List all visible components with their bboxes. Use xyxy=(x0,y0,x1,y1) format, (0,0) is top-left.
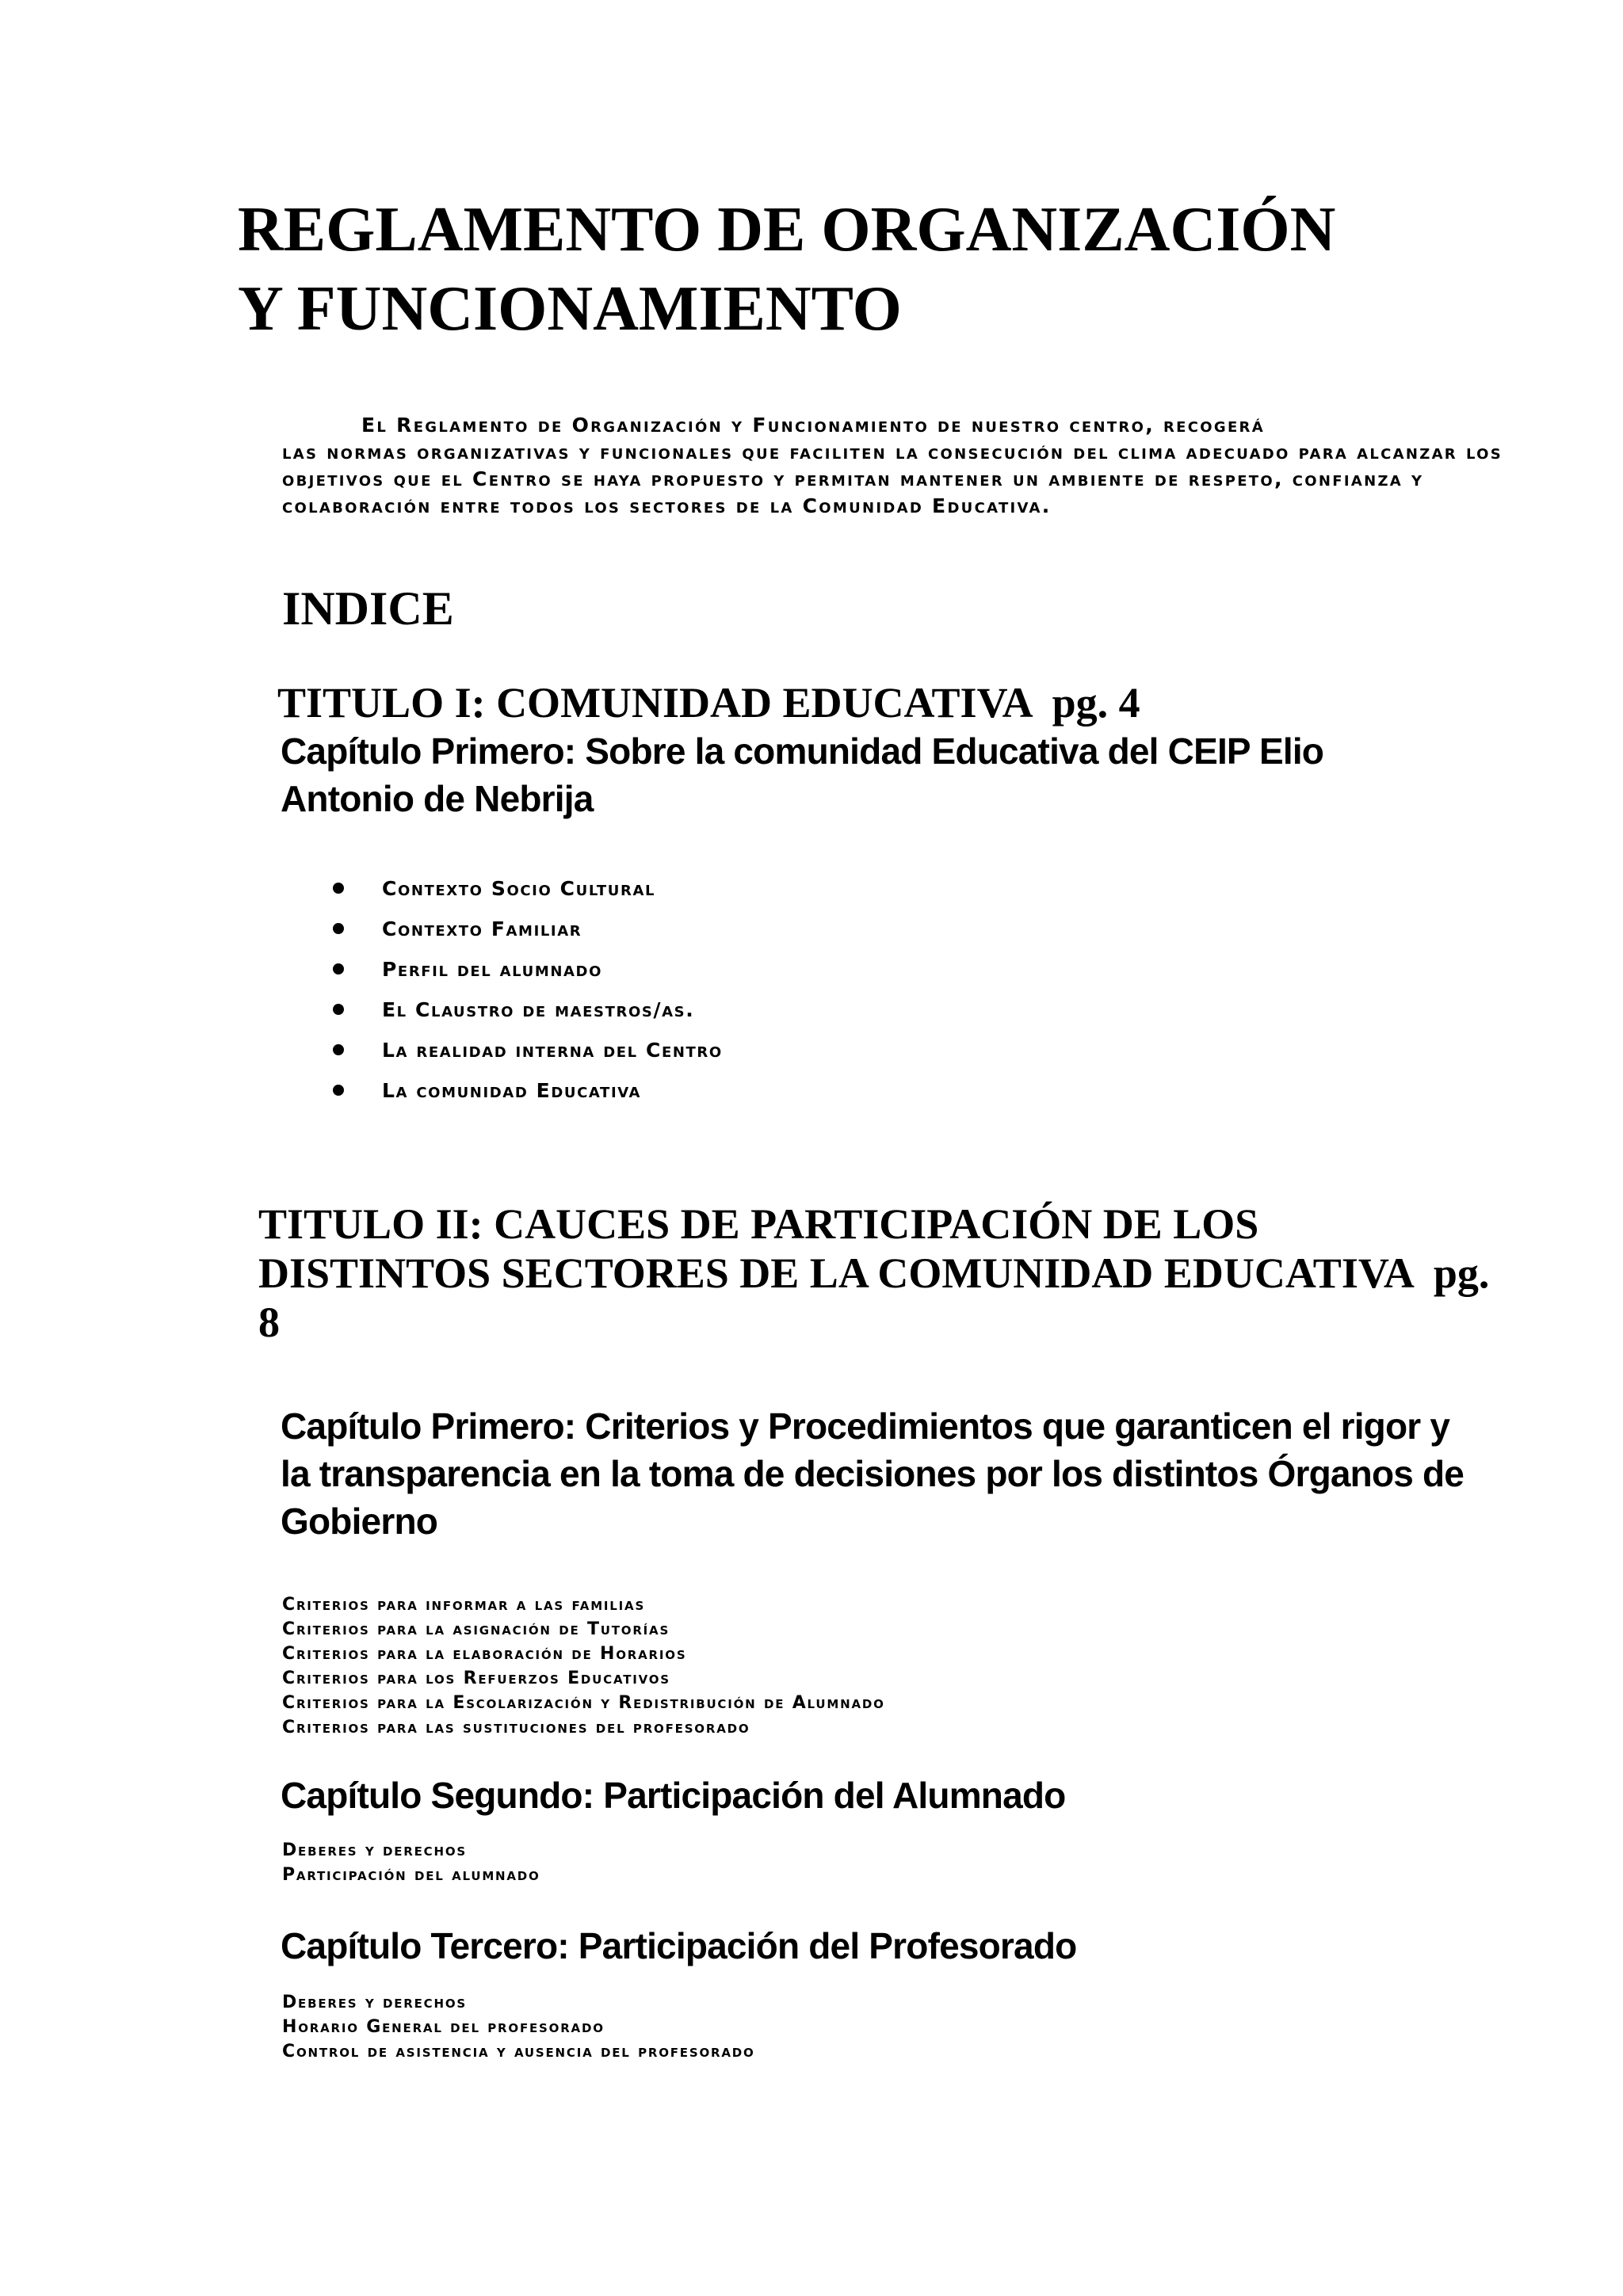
list-item xyxy=(333,909,1363,949)
bullet-icon xyxy=(333,1044,344,1055)
list-item-label: Contexto Familiar xyxy=(382,917,582,940)
document-title-line-1: REGLAMENTO DE ORGANIZACIÓN xyxy=(238,195,1336,265)
list-item: Control de asistencia y ausencia del profesorado xyxy=(282,2042,755,2061)
titulo-2-capitulo-3-list xyxy=(282,1990,1471,2064)
titulo-1-page: pg. 4 xyxy=(1052,679,1140,727)
list-item: Criterios para informar a las familias xyxy=(282,1595,646,1615)
titulo-2-capitulo-1-title: Capítulo Primero: Criterios y Procedimientos que garanticen el rigor y la transparencia en la toma de decisiones por los distintos Órganos de Gobierno xyxy=(281,1405,1465,1542)
list-item: Deberes y derechos xyxy=(282,1840,467,1860)
titulo-2-capitulo-1-list xyxy=(282,1592,1471,1740)
list-item: Participación del alumnado xyxy=(282,1865,540,1885)
list-item-label: Contexto Socio Cultural xyxy=(382,877,656,900)
list-item: Deberes y derechos xyxy=(282,1993,467,2012)
list-item xyxy=(333,1030,1363,1070)
titulo-2-capitulo-2-title: Capítulo Segundo: Participación del Alumnado xyxy=(281,1775,1066,1816)
titulo-2-heading xyxy=(258,1199,1495,1347)
list-item: Criterios para la asignación de Tutorías xyxy=(282,1619,670,1639)
bullet-icon xyxy=(333,1004,344,1015)
document-title xyxy=(238,190,1545,349)
list-item: Criterios para la Escolarización y Redistribución de Alumnado xyxy=(282,1693,885,1713)
list-item-label: El Claustro de maestros/as. xyxy=(382,998,695,1021)
list-item xyxy=(333,949,1363,990)
list-item xyxy=(333,1070,1363,1111)
list-item-label: La comunidad Educativa xyxy=(382,1079,642,1102)
list-item: Criterios para los Refuerzos Educativos xyxy=(282,1669,670,1688)
bullet-icon xyxy=(333,963,344,974)
bullet-icon xyxy=(333,1085,344,1096)
list-item-label: La realidad interna del Centro xyxy=(382,1039,723,1062)
titulo-2-capitulo-2-list xyxy=(282,1838,1471,1887)
intro-rest: las normas organizativas y funcionales que faciliten la consecución del clima adecuado para alcanzar los objetivos que el Centro se haya propuesto y permitan mantener un ambiente de respeto, confianza y colaboración entre todos los sectores de la Comunidad Educativa. xyxy=(282,441,1503,517)
list-item: Criterios para la elaboración de Horarios xyxy=(282,1644,687,1664)
titulo-1-heading xyxy=(277,678,1585,727)
bullet-icon xyxy=(333,883,344,894)
document-title-line-2: Y FUNCIONAMIENTO xyxy=(238,274,902,344)
titulo-2-title: TITULO II: CAUCES DE PARTICIPACIÓN DE LOS DISTINTOS SECTORES DE LA COMUNIDAD EDUCATIVA xyxy=(258,1200,1415,1297)
titulo-1-capitulo-1-list xyxy=(333,868,1363,1111)
intro-paragraph xyxy=(282,412,1534,520)
titulo-2-capitulo-3-title: Capítulo Tercero: Participación del Profesorado xyxy=(281,1925,1077,1966)
list-item xyxy=(333,990,1363,1030)
index-heading: INDICE xyxy=(282,582,454,635)
bullet-icon xyxy=(333,923,344,934)
list-item xyxy=(333,868,1363,909)
titulo-1-title: TITULO I: COMUNIDAD EDUCATIVA xyxy=(277,679,1033,727)
titulo-2-page: pg. 8 xyxy=(258,1249,1490,1346)
list-item: Horario General del profesorado xyxy=(282,2017,605,2037)
titulo-1-capitulo-1-title: Capítulo Primero: Sobre la comunidad Educativa del CEIP Elio Antonio de Nebrija xyxy=(281,730,1324,819)
intro-first-line: El Reglamento de Organización y Funcionamiento de nuestro centro, recogerá xyxy=(361,414,1265,437)
list-item-label: Perfil del alumnado xyxy=(382,958,602,981)
list-item: Criterios para las sustituciones del profesorado xyxy=(282,1718,750,1737)
